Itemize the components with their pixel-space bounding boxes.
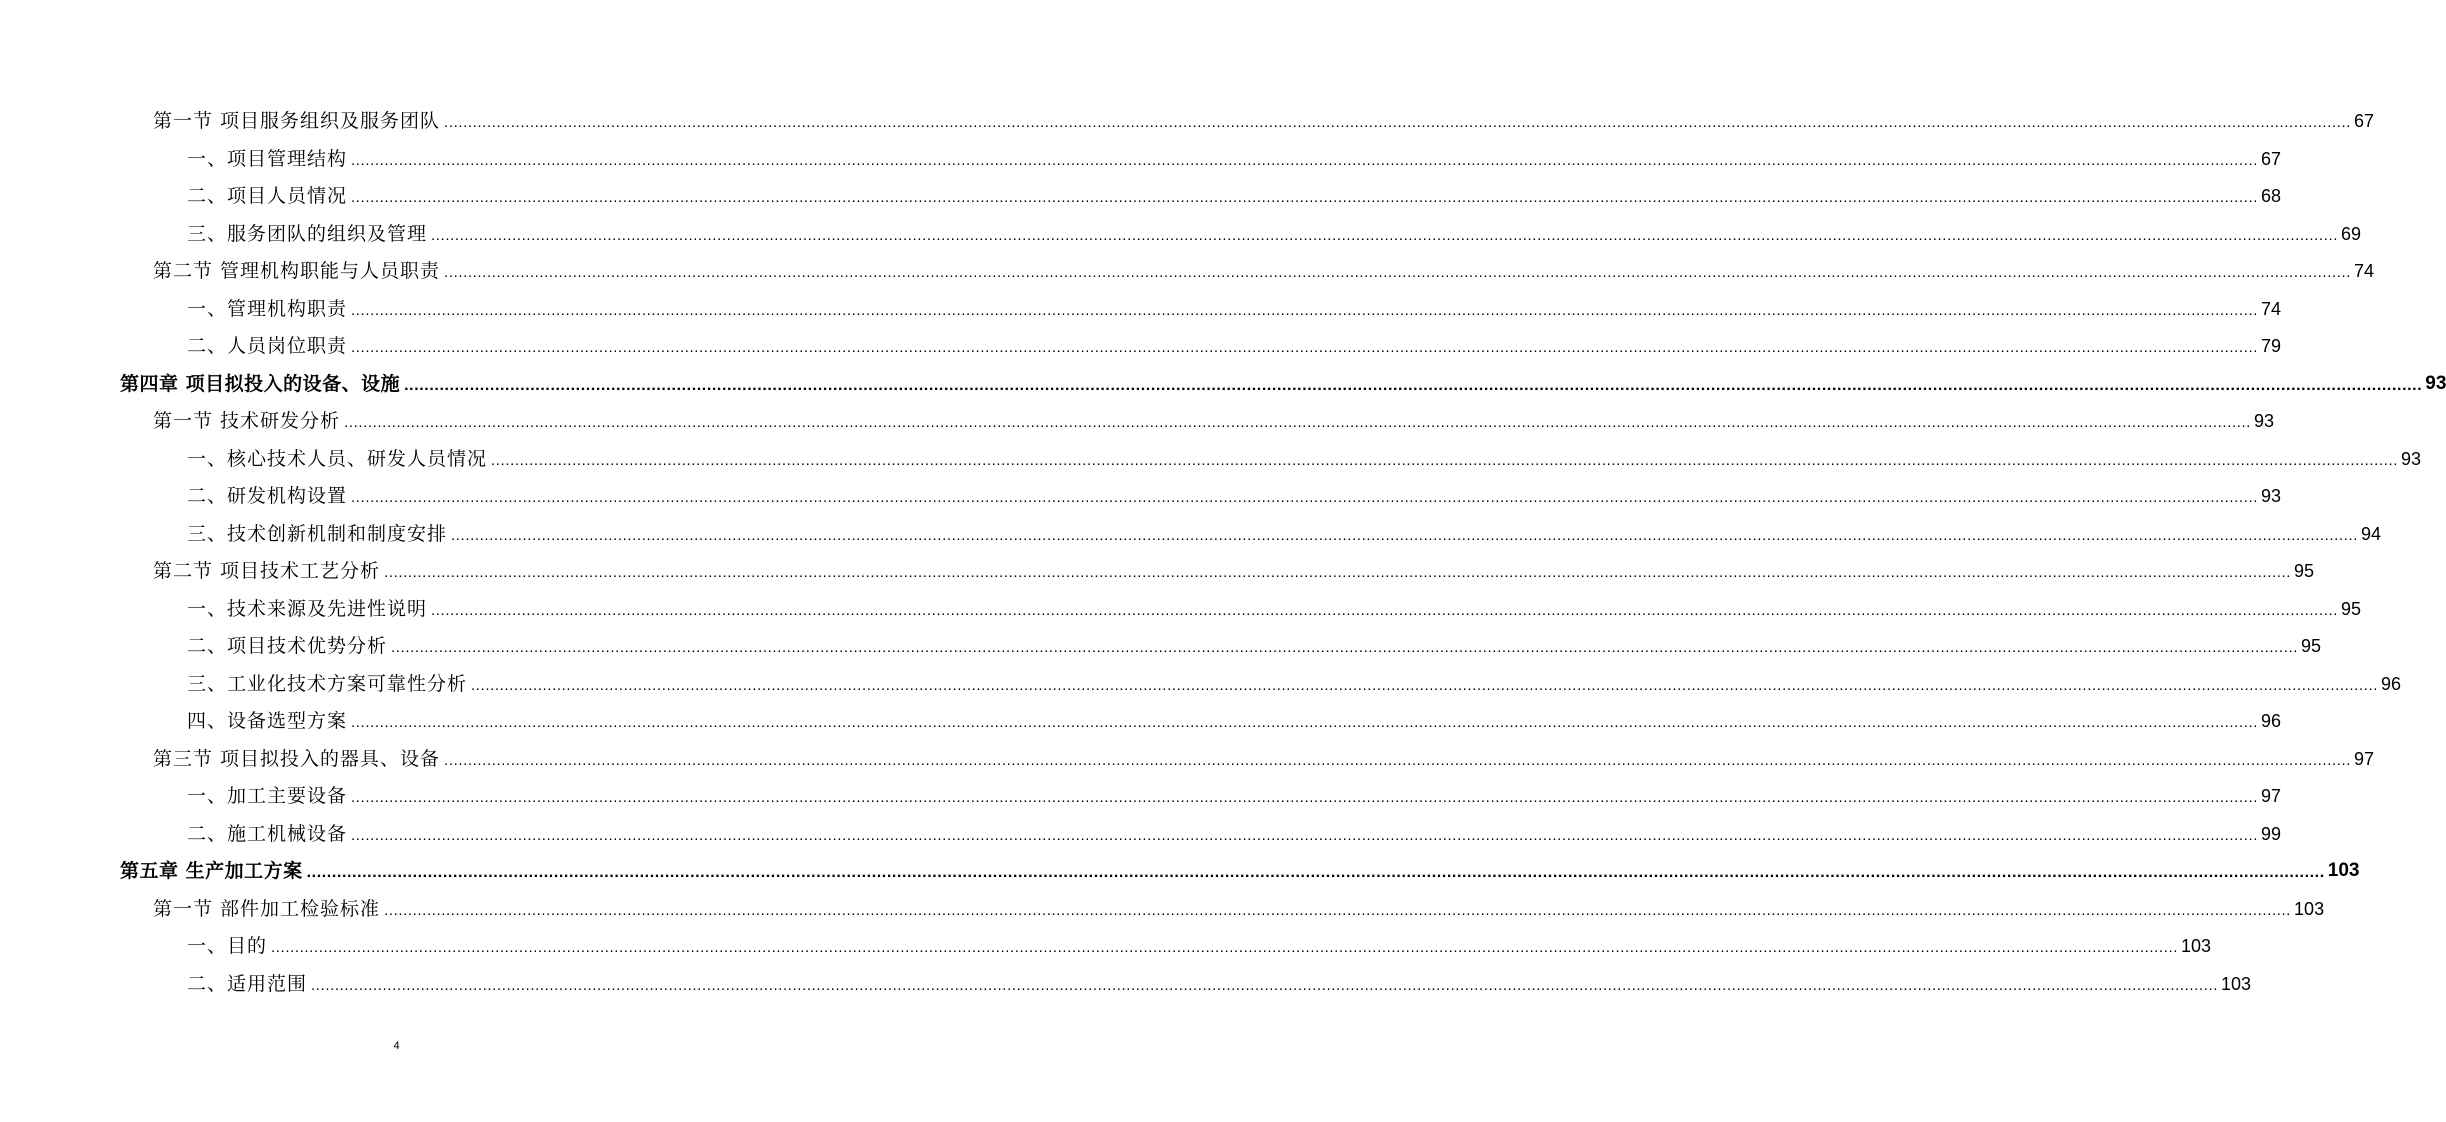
toc-dot-leader: ................................................................................................................................................................................................................................................................................................................................................................................................................ [471,676,2379,694]
toc-entry-item[interactable] [187,816,2282,846]
toc-entry-page: 94 [2361,523,2382,544]
toc-entry-item[interactable] [187,928,2212,958]
toc-entry-page: 67 [2261,148,2282,169]
toc-dot-leader: ................................................................................................................................................................................................................................................................................................................................................................................................................ [351,789,2259,806]
toc-dot-leader: ................................................................................................................................................................................................................................................................................................................................................................................................................ [351,826,2259,844]
toc-dot-leader: ................................................................................................................................................................................................................................................................................................................................................................................................................ [384,901,2292,919]
toc-entry-page: 97 [2354,748,2375,769]
toc-dot-leader: ................................................................................................................................................................................................................................................................................................................................................................................................................ [351,714,2259,731]
toc-entry-section[interactable] [153,103,2375,133]
toc-dot-leader: ................................................................................................................................................................................................................................................................................................................................................................................................................ [311,976,2219,994]
toc-dot-leader: ................................................................................................................................................................................................................................................................................................................................................................................................................ [391,639,2299,656]
toc-dot-leader: ................................................................................................................................................................................................................................................................................................................................................................................................................ [444,114,2352,131]
toc-entry-title: 二、研发机构设置 [187,485,348,507]
toc-entry-title: 一、加工主要设备 [187,785,348,807]
toc-entry-page: 79 [2261,336,2282,356]
toc-dot-leader: ................................................................................................................................................................................................................................................................................................................................................................................................................ [271,939,2179,956]
toc-entry-item[interactable] [187,666,2402,696]
toc-entry-title: 三、工业化技术方案可靠性分析 [187,672,468,695]
toc-entry-item[interactable] [187,328,2282,358]
toc-entry-title: 三、服务团队的组织及管理 [187,222,428,245]
toc-entry-page: 74 [2261,298,2282,319]
toc-entry-chapter[interactable] [120,853,2360,883]
toc-entry-title: 第二节 项目技术工艺分析 [153,560,381,582]
toc-dot-leader: ................................................................................................................................................................................................................................................................................................................................................................................................................ [444,751,2352,769]
toc-entry-item[interactable] [187,178,2282,208]
toc-entry-item[interactable] [187,703,2282,733]
toc-entry-page: 93 [2261,486,2282,506]
toc-entry-page: 74 [2354,261,2375,281]
toc-dot-leader: ................................................................................................................................................................................................................................................................................................................................................................................................................ [306,864,2325,881]
toc-entry-title: 二、项目技术优势分析 [187,635,388,657]
toc-entry-page: 95 [2301,636,2322,656]
toc-entry-page: 68 [2261,186,2282,206]
toc-entry-title: 第一节 部件加工检验标准 [153,897,381,920]
toc-dot-leader: ................................................................................................................................................................................................................................................................................................................................................................................................................ [491,451,2399,469]
toc-entry-item[interactable] [187,516,2382,546]
toc-entry-page: 96 [2381,673,2402,694]
toc-entry-chapter[interactable] [120,366,2446,396]
toc-dot-leader: ................................................................................................................................................................................................................................................................................................................................................................................................................ [404,376,2423,394]
toc-dot-leader: ................................................................................................................................................................................................................................................................................................................................................................................................................ [344,414,2252,431]
toc-entry-item[interactable] [187,291,2282,321]
toc-dot-leader: ................................................................................................................................................................................................................................................................................................................................................................................................................ [351,151,2259,169]
toc-entry-section[interactable] [153,553,2315,583]
toc-entry-page: 96 [2261,711,2282,731]
toc-entry-title: 一、项目管理结构 [187,147,348,170]
toc-entry-title: 三、技术创新机制和制度安排 [187,522,448,545]
toc-entry-title: 一、技术来源及先进性说明 [187,597,428,620]
toc-entry-item[interactable] [187,478,2282,508]
toc-entry-title: 第五章 生产加工方案 [120,860,303,882]
toc-entry-title: 第一节 项目服务组织及服务团队 [153,110,441,132]
toc-dot-leader: ................................................................................................................................................................................................................................................................................................................................................................................................................ [351,339,2259,356]
toc-dot-leader: ................................................................................................................................................................................................................................................................................................................................................................................................................ [431,601,2339,619]
toc-dot-leader: ................................................................................................................................................................................................................................................................................................................................................................................................................ [351,189,2259,206]
toc-entry-page: 99 [2261,823,2282,844]
toc-entry-section[interactable] [153,403,2275,433]
toc-entry-page: 95 [2341,598,2362,619]
toc-dot-leader: ................................................................................................................................................................................................................................................................................................................................................................................................................ [351,489,2259,506]
toc-dot-leader: ................................................................................................................................................................................................................................................................................................................................................................................................................ [431,226,2339,244]
toc-entry-title: 二、适用范围 [187,972,308,995]
toc-entry-page: 103 [2294,898,2325,919]
toc-entry-title: 四、设备选型方案 [187,710,348,732]
toc-entry-section[interactable] [153,741,2375,771]
toc-entry-item[interactable] [187,966,2252,996]
toc-entry-item[interactable] [187,441,2422,471]
toc-entry-title: 一、管理机构职责 [187,297,348,320]
toc-entry-item[interactable] [187,216,2362,246]
toc-dot-leader: ................................................................................................................................................................................................................................................................................................................................................................................................................ [451,526,2359,544]
toc-entry-page: 103 [2327,860,2360,881]
toc-entry-page: 93 [2401,448,2422,469]
toc-entry-item[interactable] [187,141,2282,171]
toc-entry-page: 93 [2425,372,2446,394]
toc-entry-title: 第二节 管理机构职能与人员职责 [153,260,441,282]
toc-dot-leader: ................................................................................................................................................................................................................................................................................................................................................................................................................ [444,264,2352,281]
toc-entry-page: 67 [2354,111,2375,131]
toc-entry-title: 一、目的 [187,935,268,957]
toc-dot-leader: ................................................................................................................................................................................................................................................................................................................................................................................................................ [384,564,2292,581]
toc-entry-item[interactable] [187,628,2322,658]
toc-entry-title: 第四章 项目拟投入的设备、设施 [120,372,401,395]
toc-entry-title: 第一节 技术研发分析 [153,410,341,432]
toc-dot-leader: ................................................................................................................................................................................................................................................................................................................................................................................................................ [351,301,2259,319]
toc-entry-item[interactable] [187,778,2282,808]
toc-entry-page: 69 [2341,223,2362,244]
toc-entry-item[interactable] [187,591,2362,621]
toc-entry-page: 103 [2221,973,2252,994]
toc-entry-title: 二、项目人员情况 [187,185,348,207]
page-number: 4 [393,1040,400,1052]
toc-entry-title: 二、施工机械设备 [187,822,348,845]
toc-entry-title: 一、核心技术人员、研发人员情况 [187,447,488,470]
toc-entry-page: 93 [2254,411,2275,431]
toc-entry-page: 95 [2294,561,2315,581]
toc-entry-title: 二、人员岗位职责 [187,335,348,357]
toc-entry-page: 97 [2261,786,2282,806]
toc-entry-title: 第三节 项目拟投入的器具、设备 [153,747,441,770]
toc-entry-page: 103 [2181,936,2212,956]
toc-entry-section[interactable] [153,253,2375,283]
toc-entry-section[interactable] [153,891,2325,921]
